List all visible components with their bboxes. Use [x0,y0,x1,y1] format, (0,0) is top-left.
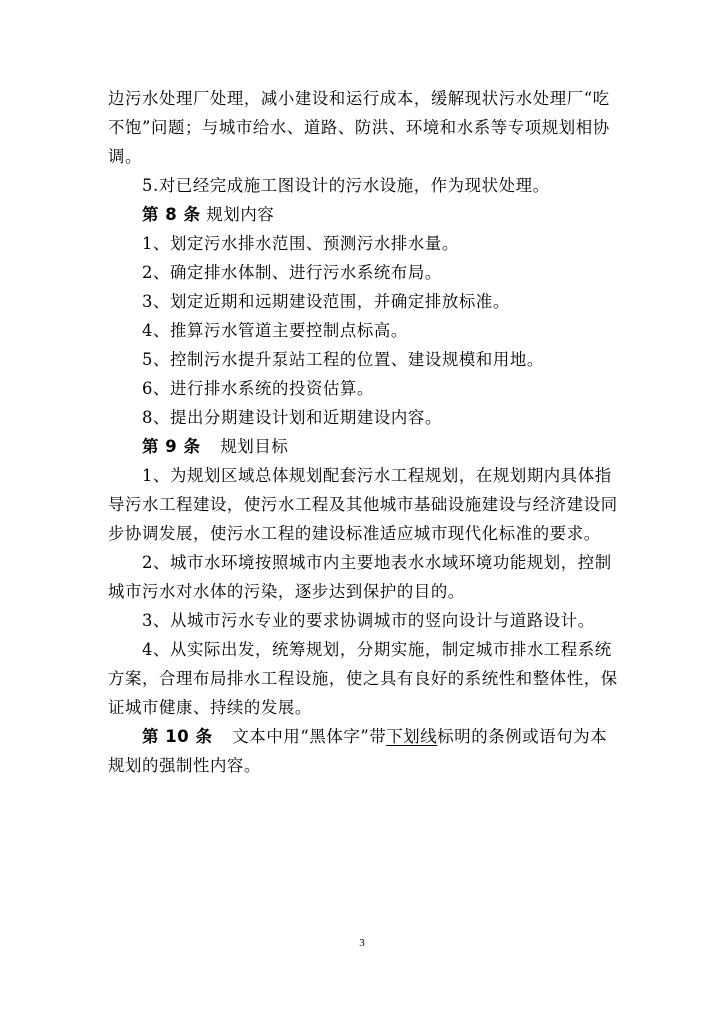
article-8-number: 第 8 条 [142,205,201,224]
list-item: 2、确定排水体制、进行污水系统布局。 [142,263,442,282]
paragraph-line: 不饱”问题；与城市给水、道路、防洪、环境和水系等专项规划相协 [108,118,610,137]
article-9-number: 第 9 条 [142,437,201,456]
paragraph-line: 证城市健康、持续的发展。 [108,698,312,717]
document-body [108,84,618,780]
paragraph-line: 城市污水对水体的污染，逐步达到保护的目的。 [108,582,465,601]
paragraph-line: 规划的强制性内容。 [108,756,261,775]
paragraph-line: 步协调发展，使污水工程的建设标准适应城市现代化标准的要求。 [108,524,601,543]
paragraph-line: 1、为规划区域总体规划配套污水工程规划，在规划期内具体指 [142,466,612,485]
article-10-line [108,722,618,751]
paragraph-line: 调。 [108,147,142,166]
list-item: 6、进行排水系统的投资估算。 [142,379,374,398]
article-10-text-rest: 标明的条例或语句为本 [437,727,608,746]
list-item: 1、划定污水排水范围、预测污水排水量。 [142,234,459,253]
paragraph-line: 2、城市水环境按照城市内主要地表水水域环境功能规划，控制 [142,553,612,572]
underlined-text: 下划线 [386,727,438,746]
paragraph-line: 方案，合理布局排水工程设施，使之具有良好的系统性和整体性，保 [108,669,618,688]
paragraph-line: 边污水处理厂处理，减小建设和运行成本，缓解现状污水处理厂“吃 [108,89,610,108]
article-9-heading-line [108,432,618,461]
list-item: 4、推算污水管道主要控制点标高。 [142,321,408,340]
page-number: 3 [359,937,365,949]
article-8-title: 规划内容 [206,205,275,224]
list-item: 3、划定近期和远期建设范围，并确定排放标准。 [142,292,510,311]
article-10-number: 第 10 条 [142,727,213,746]
article-8-heading-line [108,200,618,229]
list-item: 8、提出分期建设计划和近期建设内容。 [142,408,442,427]
article-9-title: 规划目标 [220,437,289,456]
paragraph-line: 4、从实际出发，统筹规划，分期实施，制定城市排水工程系统 [142,640,612,659]
paragraph-line: 导污水工程建设，使污水工程及其他城市基础设施建设与经济建设同 [108,495,618,514]
paragraph-line: 5.对已经完成施工图设计的污水设施，作为现状处理。 [142,176,550,195]
article-10-text: 文本中用“黑体字”带 [232,727,387,746]
paragraph-line: 3、从城市污水专业的要求协调城市的竖向设计与道路设计。 [142,611,595,630]
list-item: 5、控制污水提升泵站工程的位置、建设规模和用地。 [142,350,544,369]
